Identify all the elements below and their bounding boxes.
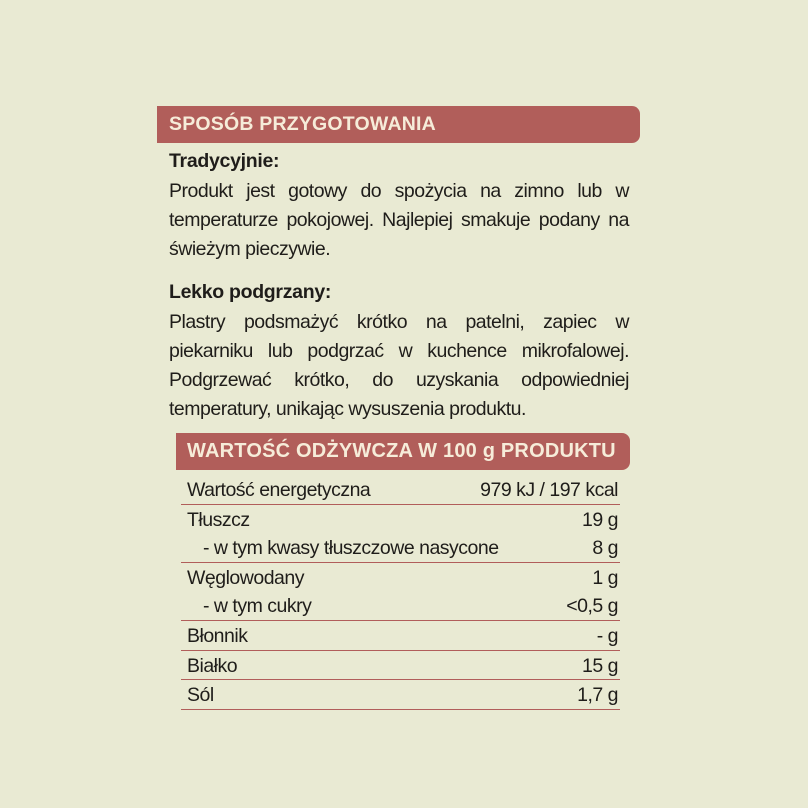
table-row (181, 621, 620, 651)
row-value: <0,5 g (566, 595, 618, 618)
warm-text: Plastry podsmażyć krótko na patelni, zapiec w piekarniku lub podgrzać w kuchence mikrofalowej. Podgrzewać krótko, do uzyskania odpowiedniej temperatury, unikając wysuszenia produktu. (169, 311, 629, 420)
row-label: Węglowodany (187, 566, 304, 589)
row-label: Błonnik (187, 624, 248, 647)
table-row (181, 680, 620, 710)
table-row (181, 591, 620, 621)
row-value: 1,7 g (577, 684, 618, 707)
row-value: 15 g (582, 654, 618, 677)
nutrition-header-text: WARTOŚĆ ODŻYWCZA W 100 g PRODUKTU (187, 440, 616, 462)
warm-heading: Lekko podgrzany: (169, 281, 332, 303)
row-label: - w tym kwasy tłuszczowe nasycone (203, 537, 499, 560)
row-label: - w tym cukry (203, 595, 312, 618)
table-row (181, 475, 620, 505)
nutrition-header (176, 433, 630, 470)
table-row (181, 651, 620, 681)
row-value: 19 g (582, 508, 618, 531)
table-row (181, 505, 620, 534)
row-value: 1 g (592, 566, 618, 589)
row-value: 979 kJ / 197 kcal (480, 479, 618, 501)
row-label: Białko (187, 654, 238, 677)
nutrition-table (181, 475, 620, 710)
row-label: Tłuszcz (187, 508, 250, 531)
preparation-header-text: SPOSÓB PRZYGOTOWANIA (169, 113, 436, 135)
row-label: Wartość energetyczna (187, 479, 371, 501)
traditional-heading: Tradycyjnie: (169, 150, 280, 172)
traditional-text: Produkt jest gotowy do spożycia na zimno lub w temperaturze pokojowej. Najlepiej smakuje podany na świeżym pieczywie. (169, 180, 629, 260)
row-label: Sól (187, 684, 214, 707)
table-row (181, 563, 620, 592)
table-row (181, 533, 620, 563)
preparation-header (157, 106, 640, 143)
row-value: - g (596, 624, 618, 647)
row-value: 8 g (592, 537, 618, 560)
